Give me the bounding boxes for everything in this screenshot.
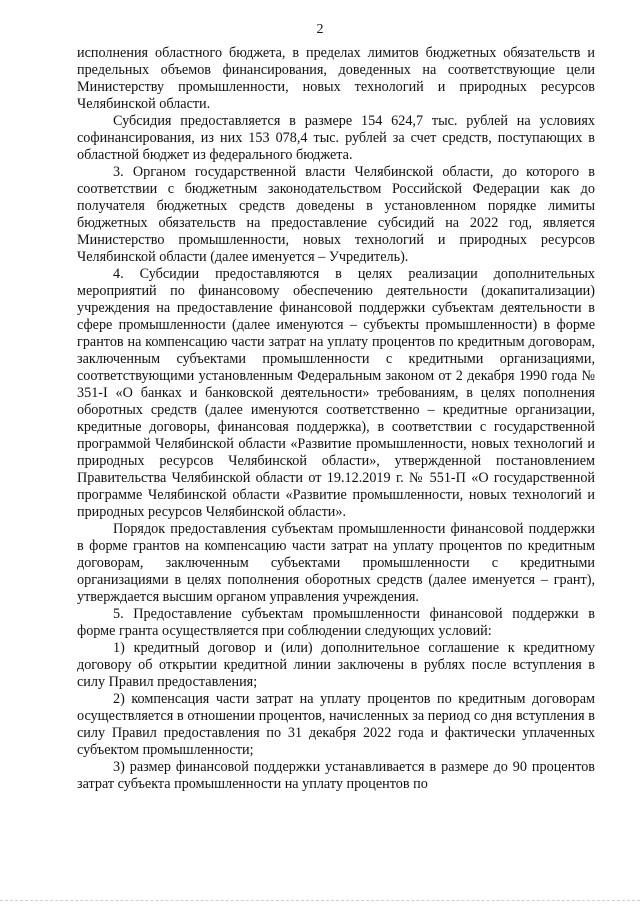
scan-bottom-edge [0,899,640,901]
condition-2: 2) компенсация части затрат на уплату процентов по кредитным договорам осуществляется в отношении процентов, начисленных за период со дня вступления в силу Правил предоставления по 31 декабря 2022 года и фактически уплаченных субъектом промышленности; [77,691,595,758]
page-number: 2 [316,22,324,37]
paragraph-item-4-purpose: 4. Субсидии предоставляются в целях реализации дополнительных мероприятий по финансовому обеспечению деятельности (докапитализации) учреждения на предоставление финансовой поддержки субъектам деятельности в сфере промышленности (далее именуются – субъекты промышленности) в форме грантов на компенсацию части затрат на уплату процентов по кредитным договорам, заключенным субъектами промышленности с кредитными организациями, соответствующими установленным Федеральным законом от 2 декабря 1990 года № 351-I «О банках и банковской деятельности» требованиям, в целях пополнения оборотных средств (далее именуются соответственно – кредитные организации, кредитные договоры, финансовая поддержка), в соответствии с государственной программой Челябинской области «Развитие промышленности, новых технологий и природных ресурсов Челябинской области», утвержденной постановлением Правительства Челябинской области от 19.12.2019 г. № 551-П «О государственной программе Челябинской области «Развитие промышленности, новых технологий и природных ресурсов Челябинской области». [77,266,595,520]
document-body [77,45,595,793]
paragraph-subsidy-amount: Субсидия предоставляется в размере 154 624,7 тыс. рублей на условиях софинансирования, из них 153 078,4 тыс. рублей за счет средств, поступающих в областной бюджет из федерального бюджета. [77,113,595,163]
paragraph-budget-limits: исполнения областного бюджета, в пределах лимитов бюджетных обязательств и предельных объемов финансирования, доведенных на соответствующие цели Министерству промышленности, новых технологий и природных ресурсов Челябинской области. [77,45,595,112]
condition-3: 3) размер финансовой поддержки устанавливается в размере до 90 процентов затрат субъекта промышленности на уплату процентов по [77,759,595,792]
paragraph-item-3-authority: 3. Органом государственной власти Челябинской области, до которого в соответствии с бюджетным законодательством Российской Федерации как до получателя бюджетных средств доведены в установленном порядке лимиты бюджетных обязательств на предоставление субсидий на 2022 год, является Министерство промышленности, новых технологий и природных ресурсов Челябинской области (далее именуется – Учредитель). [77,164,595,265]
condition-1: 1) кредитный договор и (или) дополнительное соглашение к кредитному договору об открытии кредитной линии заключены в рублях после вступления в силу Правил предоставления; [77,640,595,690]
paragraph-item-5-conditions: 5. Предоставление субъектам промышленности финансовой поддержки в форме гранта осуществляется при соблюдении следующих условий: [77,606,595,639]
paragraph-grant-procedure: Порядок предоставления субъектам промышленности финансовой поддержки в форме грантов на компенсацию части затрат на уплату процентов по кредитным договорам, заключенным субъектами промышленности с кредитными организациями в целях пополнения оборотных средств (далее именуется – грант), утверждается высшим органом управления учреждения. [77,521,595,605]
